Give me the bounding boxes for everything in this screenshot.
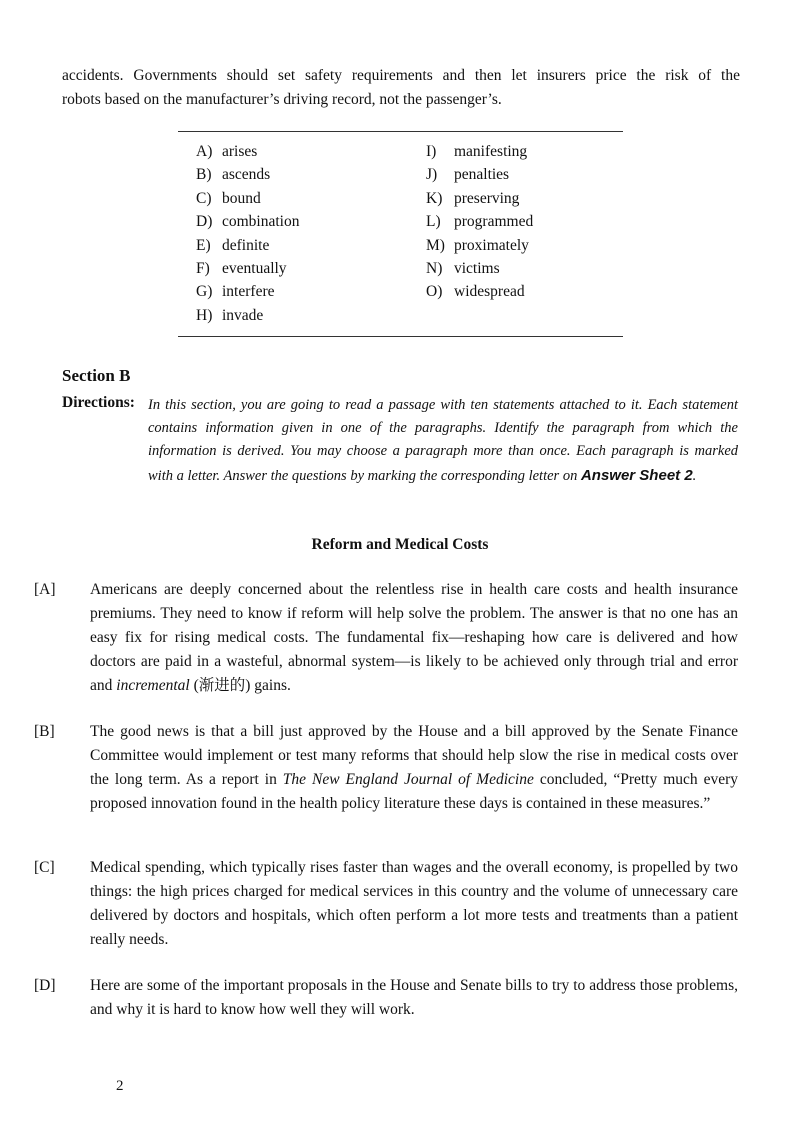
option-letter: H) xyxy=(196,306,213,324)
intro-paragraph xyxy=(62,64,740,112)
option-f xyxy=(196,257,426,280)
option-word: invade xyxy=(222,306,264,324)
option-e xyxy=(196,234,426,257)
option-word: preserving xyxy=(454,189,520,207)
word-bank xyxy=(196,140,616,327)
option-letter: F) xyxy=(196,259,210,277)
option-o xyxy=(426,280,616,303)
answer-sheet-ref: Answer Sheet 2 xyxy=(580,466,693,484)
option-m xyxy=(426,234,616,257)
directions-body: In this section, you are going to read a passage with ten statements attached to it. Each statement contains information given in one of the paragraphs. Identify the paragraph from which the information is derived. You may choose a paragraph more than once. Each paragraph is marked with a letter. Answer the questions by marking the corresponding letter on xyxy=(148,397,738,484)
paragraph-a-italic: incremental xyxy=(116,677,190,694)
option-word: interfere xyxy=(222,283,275,301)
option-letter: N) xyxy=(426,259,443,277)
option-a xyxy=(196,140,426,163)
option-c xyxy=(196,187,426,210)
option-letter: M) xyxy=(426,236,445,254)
option-l xyxy=(426,210,616,233)
directions-period: . xyxy=(692,467,697,484)
directions-label: Directions: xyxy=(62,394,135,411)
options-bottom-rule xyxy=(178,336,623,337)
page-number: 2 xyxy=(116,1078,124,1094)
option-word: bound xyxy=(222,189,261,207)
paragraph-a-body xyxy=(34,578,738,698)
option-letter: I) xyxy=(426,143,437,160)
option-letter: B) xyxy=(196,166,212,184)
option-g xyxy=(196,280,426,303)
option-word: arises xyxy=(222,143,258,160)
paragraph-a-text-2: (渐进的) gains. xyxy=(193,677,291,694)
option-word: victims xyxy=(454,259,500,277)
passage-title: Reform and Medical Costs xyxy=(311,536,489,553)
option-b xyxy=(196,163,426,186)
option-word: ascends xyxy=(222,166,271,184)
directions-text xyxy=(148,394,738,488)
intro-line-2: robots based on the manufacturer’s driving record, not the passenger’s. xyxy=(62,91,502,108)
section-title: Section B xyxy=(62,366,131,385)
option-letter: O) xyxy=(426,283,443,301)
paragraph-c-text: Medical spending, which typically rises faster than wages and the overall economy, is propelled by two things: the high prices charged for medical services in this country and the volume of unnecessary care delivered by doctors and hospitals, which often perform a lot more tests and treatments than a patient really needs. xyxy=(90,859,738,948)
paragraph-b xyxy=(34,720,739,816)
option-i xyxy=(426,140,616,163)
option-letter: E) xyxy=(196,236,211,254)
intro-line-1: accidents. Governments should set safety requirements and then let insurers price the risk of the xyxy=(62,67,740,84)
option-letter: K) xyxy=(426,189,443,207)
paragraph-tag: [C] xyxy=(34,859,55,876)
journal-title: The New England Journal of Medicine xyxy=(282,771,534,788)
paragraph-a xyxy=(34,578,738,698)
option-word: definite xyxy=(222,236,270,254)
paragraph-tag: [B] xyxy=(34,723,55,740)
option-letter: D) xyxy=(196,213,213,231)
option-word: programmed xyxy=(454,213,534,231)
option-h xyxy=(196,304,426,327)
option-k xyxy=(426,187,616,210)
paragraph-tag: [D] xyxy=(34,977,56,994)
option-letter: A) xyxy=(196,143,213,160)
option-word: eventually xyxy=(222,259,287,277)
option-j xyxy=(426,163,616,186)
option-word: penalties xyxy=(454,166,510,184)
paragraph-a-text-1: Americans are deeply concerned about the relentless rise in health care costs and health insurance premiums. They need to know if reform will help solve the problem. The answer is that no one has an easy fix for rising medical costs. The fundamental fix—reshaping how care is delivered and how doctors are paid in a wasteful, abnormal system—is likely to be achieved only through trial and error and xyxy=(90,581,738,694)
option-letter: C) xyxy=(196,189,212,207)
option-word: proximately xyxy=(454,236,529,254)
option-letter: L) xyxy=(426,213,441,231)
paragraph-b-body xyxy=(34,720,739,816)
options-top-rule xyxy=(178,131,623,132)
option-word: combination xyxy=(222,213,300,231)
paragraph-tag: [A] xyxy=(34,581,56,598)
paragraph-c-body xyxy=(34,856,738,952)
paragraph-c xyxy=(34,856,738,952)
option-n xyxy=(426,257,616,280)
option-letter: G) xyxy=(196,283,213,301)
paragraph-b-text-1: The good news is that a bill just approved by the House and a bill approved by the Senate Finance Committee would implement or test many reforms that should help slow the rise in medical costs over the long term. As a report in xyxy=(90,723,738,788)
option-word: manifesting xyxy=(454,143,528,160)
option-letter: J) xyxy=(426,166,438,184)
paragraph-d-text: Here are some of the important proposals in the House and Senate bills to try to address those problems, and why it is hard to know how well they will work. xyxy=(90,977,738,1018)
paragraph-d xyxy=(34,974,738,1022)
option-word: widespread xyxy=(454,283,525,301)
paragraph-b-text-2: concluded, “Pretty much every proposed innovation found in the health policy literature these days is contained in these measures.” xyxy=(90,771,739,812)
option-d xyxy=(196,210,426,233)
paragraph-d-body xyxy=(34,974,738,1022)
